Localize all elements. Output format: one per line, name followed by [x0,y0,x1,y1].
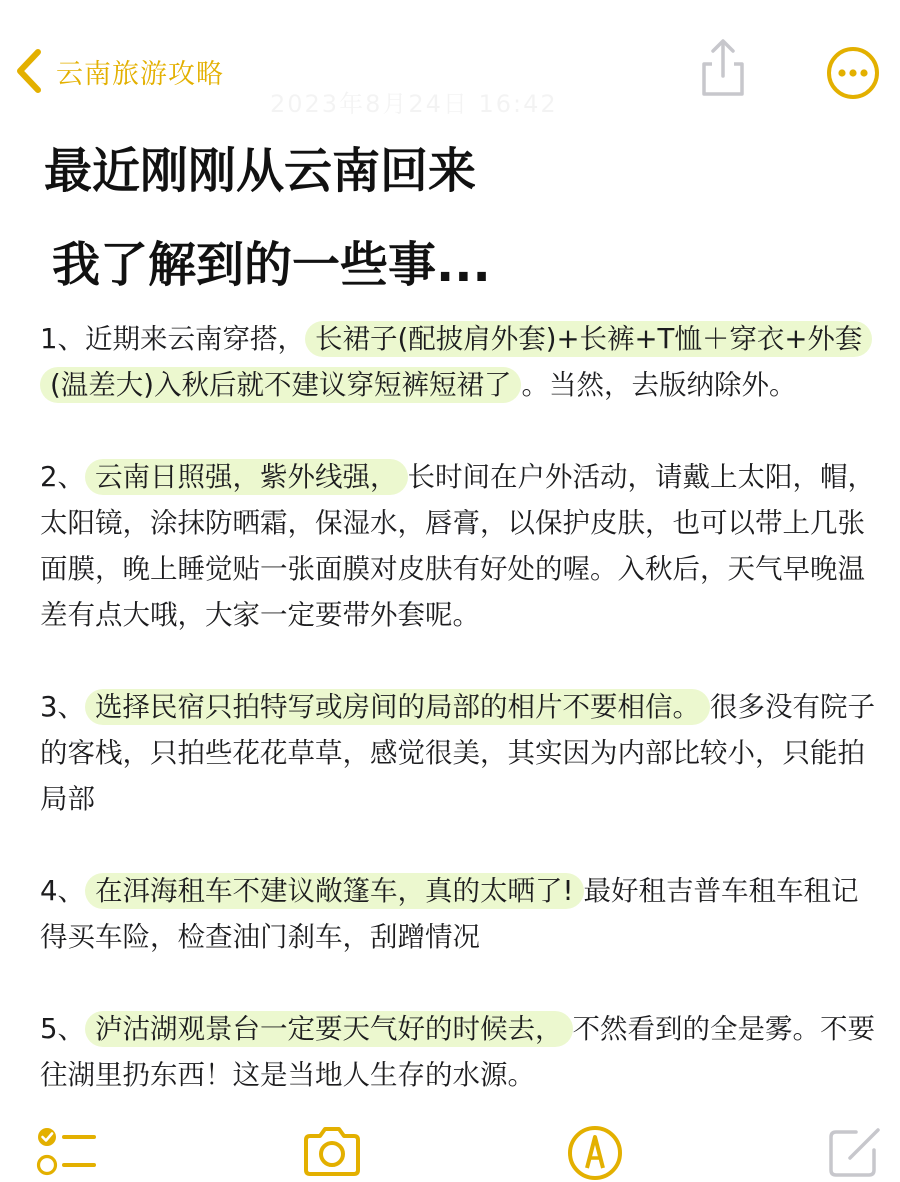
list-item [40,684,886,822]
item-text: 很多没有院子的客栈，只拍些花花草草，感觉很美，其实因为内部比较小，只能拍局部 [40,691,875,815]
item-number: 3、 [40,691,85,723]
back-button-label: 云南旅游攻略 [56,58,224,90]
title-line-1: 最近刚刚从云南回来 [44,143,477,199]
markup-button[interactable] [566,1124,624,1182]
checklist-icon [34,1124,98,1178]
note-body[interactable] [40,316,886,1144]
share-icon [696,36,750,100]
item-text: 。当然，去版纳除外。 [521,369,797,401]
markup-icon [566,1124,624,1182]
item-number: 1、 [40,323,85,355]
item-highlight: 长裙子(配披肩外套)+长裤+T恤＋穿衣+外套(温差大)入秋后就不建议穿短裤短裙了 [40,321,872,403]
item-text: 长时间在户外活动，请戴上太阳，帽，太阳镜，涂抹防晒霜，保湿水，唇膏，以保护皮肤，也可以带上几张面膜，晚上睡觉贴一张面膜对皮肤有好处的喔。入秋后，天气早晚温差有点大哦，大家一定要带外套呢。 [40,461,875,631]
item-text: 最好租吉普车租车租记得买车险，检查油门刹车，刮蹭情况 [40,875,859,953]
list-item [40,1006,886,1098]
list-item [40,454,886,638]
note-date [270,84,558,119]
list-item [40,316,886,408]
chevron-left-icon [12,46,46,96]
navigation-bar [0,0,900,120]
item-highlight: 泸沽湖观景台一定要天气好的时候去， [85,1011,573,1047]
item-text: 近期来云南穿搭， [85,323,305,355]
item-highlight: 选择民宿只拍特写或房间的局部的相片不要相信。 [85,689,710,725]
item-text: 不然看到的全是雾。不要往湖里扔东西！这是当地人生存的水源。 [40,1013,875,1091]
item-number: 5、 [40,1013,85,1045]
item-highlight: 在洱海租车不建议敞篷车，真的太晒了! [85,873,584,909]
title-line-2: 我了解到的一些事... [52,237,491,293]
item-number: 4、 [40,875,85,907]
compose-button[interactable] [826,1124,884,1180]
item-number: 2、 [40,461,85,493]
back-button[interactable] [12,44,224,98]
checklist-button[interactable] [34,1124,98,1178]
note-title [44,124,864,312]
share-button[interactable] [696,36,750,100]
camera-button[interactable] [300,1124,364,1178]
compose-icon [826,1124,884,1180]
more-button[interactable] [826,46,880,100]
item-highlight: 云南日照强，紫外线强， [85,459,408,495]
camera-icon [300,1124,364,1178]
list-item [40,868,886,960]
bottom-toolbar [0,1118,900,1179]
more-icon [826,46,880,100]
